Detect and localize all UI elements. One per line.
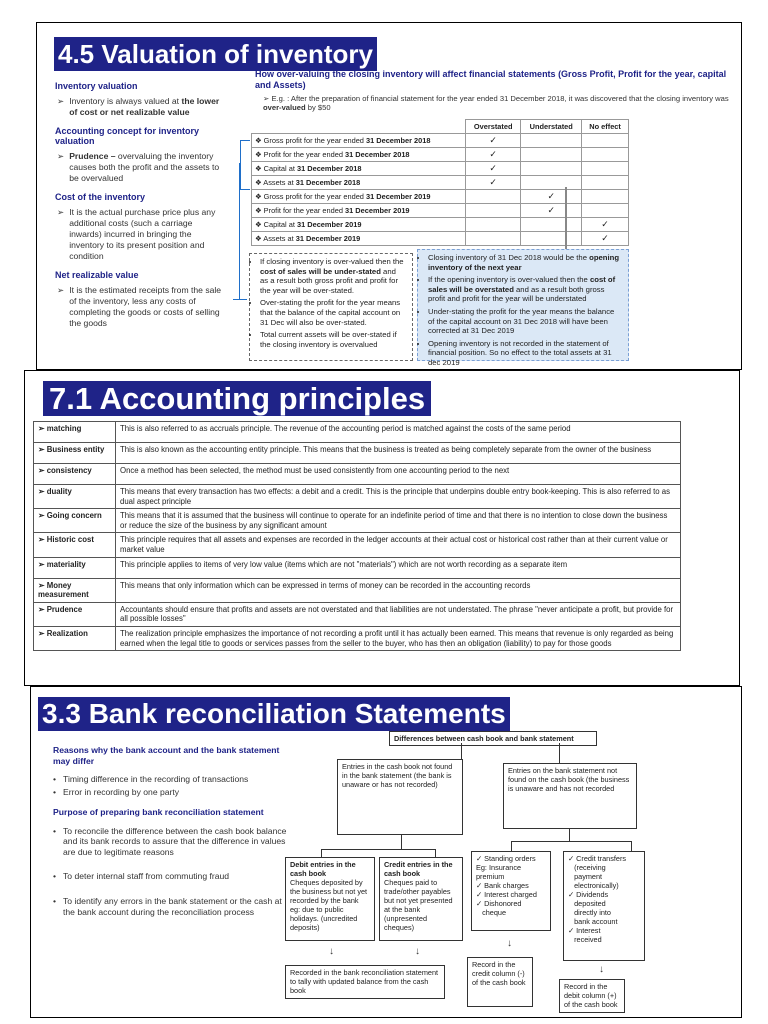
arrow-bullet-icon: ➢	[57, 96, 65, 106]
check-mark-cell	[466, 204, 521, 218]
down-arrow-icon: ↓	[415, 946, 420, 957]
down-arrow-icon: ↓	[329, 946, 334, 957]
box-record-debit-column: Record in the debit column (+) of the cash book	[559, 979, 625, 1013]
check-mark-cell	[521, 134, 582, 148]
principle-term: ➢ consistency	[34, 464, 116, 485]
slide-title: 3.3 Bank reconciliation Statements	[38, 697, 510, 731]
table-row	[34, 578, 681, 602]
note-bullet: • Under-stating the profit for the year means the balance of the capital account on 31 Dec 2018 will have been corrected at 31 Dec 2019	[428, 307, 622, 336]
check-mark-cell	[582, 190, 629, 204]
heading-net-realizable-value: Net realizable value	[55, 270, 139, 280]
down-arrow-icon: ↓	[507, 938, 512, 949]
row-label: ❖ Profit for the year ended 31 December 2019	[252, 204, 466, 218]
bullet-dot-icon: •	[53, 871, 57, 882]
heading-inventory-valuation: Inventory valuation	[55, 81, 138, 91]
table-row	[252, 218, 629, 232]
row-label: ❖ Assets at 31 December 2019	[252, 232, 466, 246]
down-arrow-icon: ↓	[599, 964, 604, 975]
note-bullet: • Over-stating the profit for the year means that the balance of the capital account on 31 Dec will also be over-stated.	[260, 298, 406, 327]
check-mark-cell	[521, 148, 582, 162]
bracket-connector	[565, 187, 567, 251]
check-mark-cell	[466, 232, 521, 246]
inventory-effect-table	[251, 119, 629, 246]
table-row	[34, 485, 681, 509]
box-credit-entries: Credit entries in the cash book Cheques paid to trade/other payables but not yet presented at the bank (unpresented cheques)	[379, 857, 463, 941]
check-mark-cell	[466, 218, 521, 232]
principle-term: ➢ materiality	[34, 557, 116, 578]
connector-line	[321, 849, 322, 857]
row-label: ❖ Assets at 31 December 2018	[252, 176, 466, 190]
bullet-dot-icon: •	[53, 896, 57, 907]
connector-line	[569, 829, 570, 841]
check-mark-cell	[582, 148, 629, 162]
check-mark-cell: ✓	[582, 218, 629, 232]
box-bank-not-cashbook: Entries on the bank statement not found on the cash book (the business is unaware and has not recorded	[503, 763, 637, 829]
row-label: ❖ Capital at 31 December 2019	[252, 218, 466, 232]
connector-line	[559, 743, 560, 763]
principle-term: ➢ Historic cost	[34, 533, 116, 557]
check-mark-cell	[521, 232, 582, 246]
check-mark-cell: ✓	[521, 204, 582, 218]
check-mark-cell	[521, 176, 582, 190]
connector-line	[631, 841, 632, 851]
check-mark-cell	[521, 162, 582, 176]
slide-accounting-principles	[24, 370, 740, 686]
check-mark-cell	[582, 162, 629, 176]
table-row	[34, 557, 681, 578]
connector-line	[511, 841, 512, 851]
principle-term: ➢ duality	[34, 485, 116, 509]
inventory-concepts-column	[55, 81, 225, 329]
connector-line	[511, 841, 631, 842]
example-text: ➢ E.g. : After the preparation of financial statement for the year ended 31 December 2018, it was discovered that the closing inventory was over-valued by $50	[263, 94, 729, 113]
note-overvalued-closing	[249, 253, 413, 361]
row-label: ❖ Gross profit for the year ended 31 December 2019	[252, 190, 466, 204]
table-row	[34, 509, 681, 533]
principle-description: This is also referred to as accruals principle. The revenue of the accounting period is matched against the costs of the same period	[116, 422, 681, 443]
overvaluation-section	[255, 69, 733, 113]
table-row	[34, 533, 681, 557]
list-item: • Error in recording by one party	[53, 786, 180, 797]
list-item: • To identify any errors in the bank statement or the cash at the bank account during the reconciliation process	[53, 896, 282, 917]
bullet-cost: ➢ It is the actual purchase price plus any additional costs (such a carriage inwards) incurred in bringing the inventory to its present position and condition	[57, 207, 216, 261]
slide-valuation-of-inventory	[36, 22, 742, 370]
arrow-bullet-icon: ➢	[57, 285, 65, 295]
reasons-heading: Reasons why the bank account and the bank statement may differ	[53, 745, 280, 766]
note-bullet: • Opening inventory is not recorded in the statement of financial position. So no effect to the total assets at 31 dec 2019	[428, 339, 622, 368]
check-mark-cell: ✓	[466, 162, 521, 176]
bullet-dot-icon: •	[53, 825, 57, 836]
table-row	[34, 422, 681, 443]
table-header-blank	[252, 120, 466, 134]
principle-term: ➢ Realization	[34, 626, 116, 650]
principle-description: This means that only information which can be expressed in terms of money can be recorded in the accounting records	[116, 578, 681, 602]
connector-line	[321, 849, 435, 850]
heading-cost-of-inventory: Cost of the inventory	[55, 192, 146, 202]
note-opening-inventory	[417, 249, 629, 367]
check-mark-cell	[521, 218, 582, 232]
principle-description: Once a method has been selected, the method must be used consistently from one accounting period to the next	[116, 464, 681, 485]
box-debit-entries: Debit entries in the cash book Cheques deposited by the business but not yet recorded by the bank eg: due to public holidays. (uncredited deposits)	[285, 857, 375, 941]
bullet-dot-icon: •	[53, 786, 57, 797]
diagram-top-box: Differences between cash book and bank statement	[389, 731, 597, 746]
check-mark-cell	[466, 190, 521, 204]
bullet-inventory-valuation: ➢ Inventory is always valued at the lower of cost or net realizable value	[57, 96, 220, 117]
row-label: ❖ Profit for the year ended 31 December 2018	[252, 148, 466, 162]
row-label: ❖ Capital at 31 December 2018	[252, 162, 466, 176]
bullet-nrv: ➢ It is the estimated receipts from the sale of the inventory, less any costs of completing the goods or costs of selling the goods	[57, 285, 222, 328]
principle-description: This principle applies to items of very low value (items which are not "materials") which are not worth recording as a separate item	[116, 557, 681, 578]
table-row	[252, 134, 629, 148]
box-credit-transfers: ✓ Credit transfers (receiving payment electronically) ✓ Dividends deposited directly into bank account ✓ Interest received	[563, 851, 645, 961]
check-mark-cell: ✓	[521, 190, 582, 204]
box-recorded-in-bank-rec: Recorded in the bank reconciliation statement to tally with updated balance from the cash book	[285, 965, 445, 999]
note-bullet: • Total current assets will be over-stated if the closing inventory is overvalued	[260, 330, 406, 349]
slide-title: 7.1 Accounting principles	[43, 381, 431, 416]
table-row	[34, 626, 681, 650]
principle-term: ➢ matching	[34, 422, 116, 443]
bracket-connector	[233, 163, 240, 299]
reasons-list	[53, 774, 289, 797]
heading-accounting-concept: Accounting concept for inventory valuation	[55, 126, 200, 146]
note-bullet: • If closing inventory is over-valued then the cost of sales will be under-stated and as a result both gross profit and profit for the year will be over-stated.	[260, 257, 406, 295]
row-label: ❖ Gross profit for the year ended 31 December 2018	[252, 134, 466, 148]
overvaluation-heading: How over-valuing the closing inventory will affect financial statements (Gross Profit, Profit for the year, capital and Assets)	[255, 69, 727, 90]
check-mark-cell: ✓	[582, 232, 629, 246]
check-mark-cell	[582, 204, 629, 218]
list-item: • To reconcile the difference between the cash book balance and its bank records to assure that the difference in values are due to legitimate reasons	[53, 825, 287, 857]
table-row	[252, 176, 629, 190]
check-mark-cell: ✓	[466, 176, 521, 190]
connector-line	[435, 849, 436, 857]
bullet-prudence: ➢ Prudence – overvaluing the inventory causes both the profit and the assets to be overvalued	[57, 151, 220, 183]
bank-reconciliation-text	[53, 745, 289, 931]
box-cashbook-not-bank: Entries in the cash book not found in the bank statement (the bank is unaware or has not recorded)	[337, 759, 463, 835]
table-header-understated: Understated	[521, 120, 582, 134]
principle-description: This means that it is assumed that the business will continue to operate for an indefinite period of time and that there is no intention to close down the business or reduce the size of the business by any significant amount	[116, 509, 681, 533]
principle-term: ➢ Prudence	[34, 602, 116, 626]
principle-description: This principle requires that all assets and expenses are recorded in the ledger accounts at their actual cost or historical cost rather than at their current value or market value	[116, 533, 681, 557]
slide-bank-reconciliation	[30, 686, 742, 1018]
table-row	[252, 190, 629, 204]
principle-term: ➢ Going concern	[34, 509, 116, 533]
table-row	[252, 204, 629, 218]
slide-title: 4.5 Valuation of inventory	[54, 37, 377, 71]
principle-term: ➢ Money measurement	[34, 578, 116, 602]
principle-description: This is also known as the accounting entity principle. This means that the business is treated as being completely separate from the owner of the business	[116, 443, 681, 464]
bracket-connector	[240, 140, 250, 190]
principle-description: Accountants should ensure that profits and assets are not overstated and that liabilities are not understated. The phrase "never anticipate a profit, but provide for all possible losses"	[116, 602, 681, 626]
connector-line	[461, 743, 462, 759]
table-row	[252, 148, 629, 162]
purpose-heading: Purpose of preparing bank reconciliation statement	[53, 807, 264, 818]
table-row	[34, 464, 681, 485]
check-mark-cell	[582, 134, 629, 148]
box-standing-orders: ✓ Standing orders Eg: Insurance premium ✓ Bank charges ✓ Interest charged ✓ Dishonored cheque	[471, 851, 551, 931]
connector-line	[401, 835, 402, 849]
list-item: • Timing difference in the recording of transactions	[53, 774, 249, 784]
box-record-credit-column: Record in the credit column (-) of the cash book	[467, 957, 533, 1007]
principle-term: ➢ Business entity	[34, 443, 116, 464]
bullet-dot-icon: •	[53, 774, 57, 784]
principle-description: The realization principle emphasizes the importance of not recording a profit until it has actually been earned. This means that revenue is only regarded as being earned when the legal title to goods or services passes from the seller to the buyer, who has then an obligation (liability) to pay for those goods	[116, 626, 681, 650]
arrow-bullet-icon: ➢	[263, 94, 272, 103]
table-row	[34, 602, 681, 626]
check-mark-cell	[582, 176, 629, 190]
table-row	[34, 443, 681, 464]
principle-description: This means that every transaction has two effects: a debit and a credit. This is the principle that underpins double entry book-keeping. This is also referred to as dual aspect principle	[116, 485, 681, 509]
check-mark-cell: ✓	[466, 148, 521, 162]
table-row	[252, 232, 629, 246]
arrow-bullet-icon: ➢	[57, 207, 65, 217]
arrow-bullet-icon: ➢	[57, 151, 65, 161]
principles-table	[33, 421, 681, 651]
list-item: • To deter internal staff from commuting fraud	[53, 871, 230, 882]
table-header-overstated: Overstated	[466, 120, 521, 134]
table-row	[252, 162, 629, 176]
purpose-list	[53, 826, 289, 918]
check-mark-cell: ✓	[466, 134, 521, 148]
table-header-no-effect: No effect	[582, 120, 629, 134]
note-bullet: • Closing inventory of 31 Dec 2018 would be the opening inventory of the next year	[428, 253, 622, 272]
bracket-connector	[233, 299, 247, 300]
note-bullet: • If the opening inventory is over-valued then the cost of sales will be overstated and as a result both gross profit and profit for the year will be understated	[428, 275, 622, 304]
